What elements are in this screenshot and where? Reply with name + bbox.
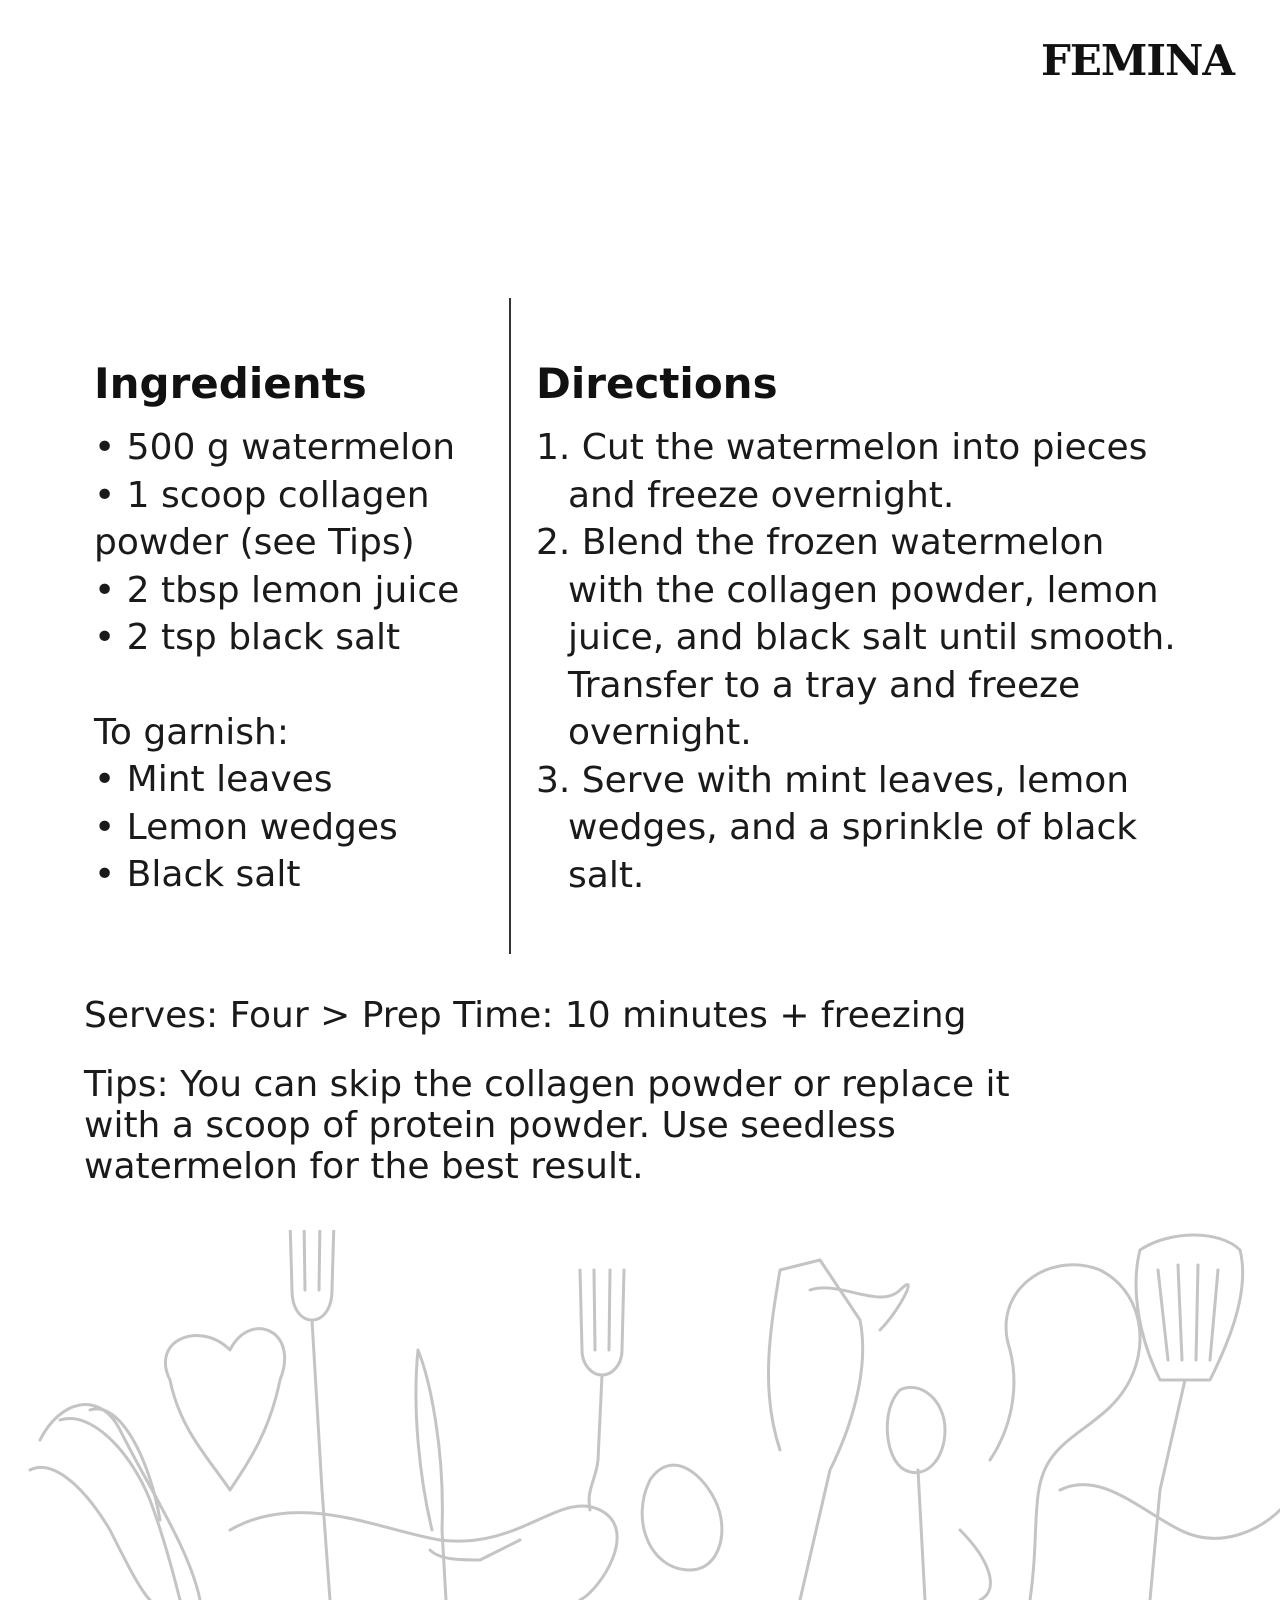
directions-section — [536, 352, 1236, 899]
garnish-heading: To garnish: — [94, 711, 289, 753]
step-line: and freeze overnight. — [568, 474, 955, 516]
slotted-spatula-icon — [1136, 1235, 1243, 1600]
ingredient-line: • 2 tbsp lemon juice — [94, 569, 460, 611]
egg-icon — [642, 1465, 722, 1570]
step-first-line: 2. Blend the frozen watermelon — [536, 522, 1105, 563]
step-line: juice, and black salt until smooth. — [568, 617, 1176, 658]
step-line: with the collagen powder, lemon — [568, 569, 1159, 611]
fork-icon — [290, 1230, 334, 1600]
ingredients-section — [94, 352, 494, 899]
ingredient-line: • 500 g watermelon — [94, 427, 456, 468]
ladle-icon — [990, 1265, 1140, 1600]
tips-line: Tips: You can skip the collagen powder or replace it — [84, 1064, 1010, 1105]
step-first-line: 3. Serve with mint leaves, lemon — [536, 759, 1130, 801]
step-line: wedges, and a sprinkle of black — [568, 807, 1138, 848]
spacer — [94, 662, 494, 709]
ingredient-line: • 2 tsp black salt — [94, 617, 401, 658]
ingredient-line: powder (see Tips) — [94, 522, 415, 563]
directions-heading: Directions — [536, 359, 778, 408]
garnish-item: • Mint leaves — [94, 759, 333, 800]
direction-step — [536, 424, 1236, 519]
spoon-icon — [887, 1387, 945, 1600]
tips-paragraph — [84, 1064, 1184, 1187]
garnish-item: • Lemon wedges — [94, 806, 398, 848]
direction-step — [536, 519, 1236, 757]
apple-icon — [165, 1329, 284, 1490]
knife-icon — [416, 1350, 520, 1600]
step-line: overnight. — [568, 712, 752, 753]
step-line: Transfer to a tray and freeze — [568, 664, 1081, 706]
kitchen-utensils-line-art-icon — [0, 1230, 1280, 1600]
column-divider — [509, 298, 511, 954]
serves-prep-time: Serves: Four > Prep Time: 10 minutes + freezing — [84, 995, 967, 1036]
ingredients-heading: Ingredients — [94, 359, 367, 408]
femina-logo: FEMINA — [1041, 36, 1234, 85]
step-line: salt. — [568, 854, 645, 896]
ingredient-line: • 1 scoop collagen — [94, 474, 430, 516]
direction-step — [536, 757, 1236, 900]
step-first-line: 1. Cut the watermelon into pieces — [536, 427, 1148, 468]
tips-line: with a scoop of protein powder. Use seedless — [84, 1105, 896, 1146]
whisk-icon — [30, 1405, 200, 1600]
tips-line: watermelon for the best result. — [84, 1146, 644, 1187]
garnish-item: • Black salt — [94, 854, 301, 895]
fork-icon — [580, 1270, 624, 1510]
